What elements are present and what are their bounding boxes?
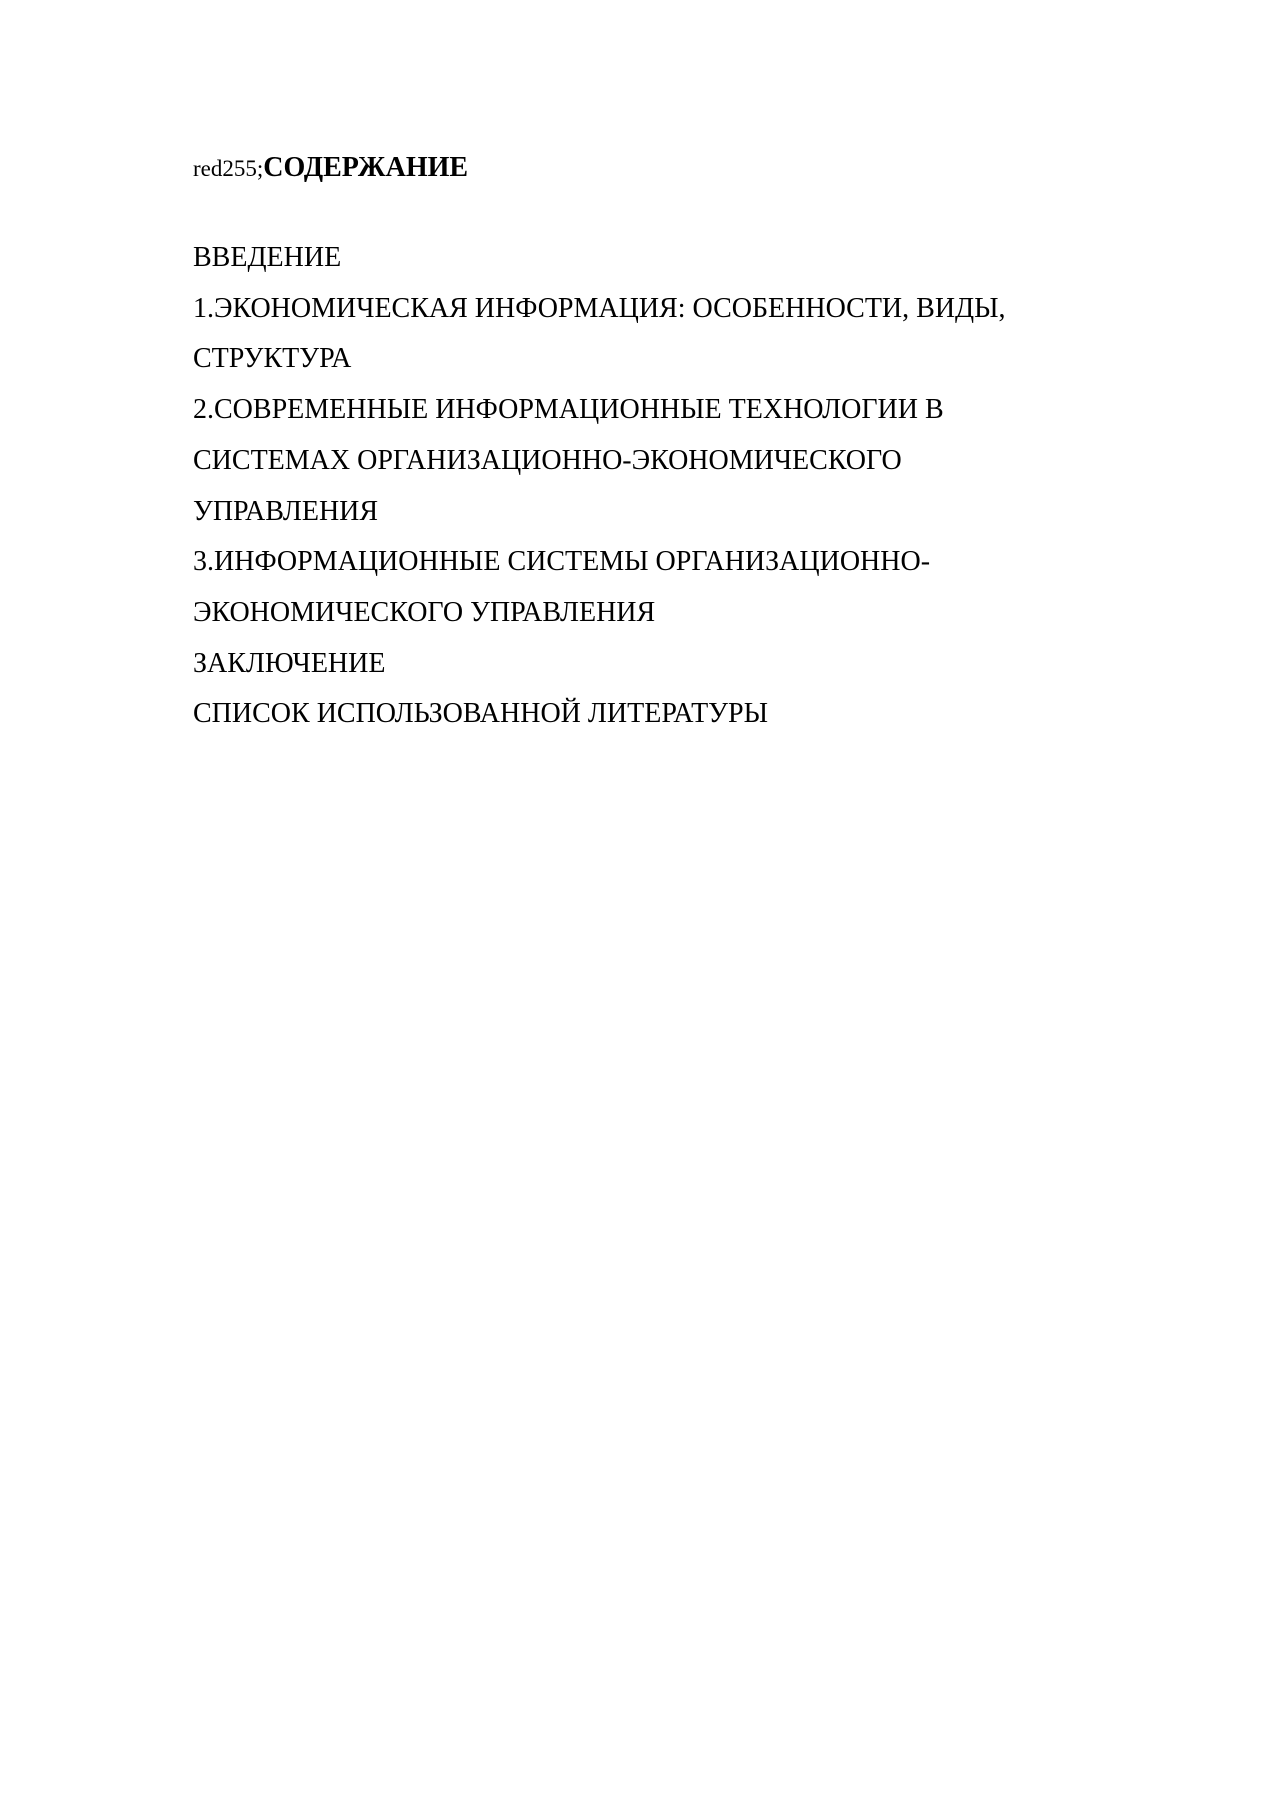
heading-line — [193, 152, 468, 184]
toc-item-conclusion: ЗАКЛЮЧЕНИЕ — [193, 647, 386, 679]
toc-item-chapter-3: 3.ИНФОРМАЦИОННЫЕ СИСТЕМЫ ОРГАНИЗАЦИОННО-ЭКОНОМИЧЕСКОГО УПРАВЛЕНИЯ — [193, 546, 931, 628]
toc-item-chapter-2: 2.СОВРЕМЕННЫЕ ИНФОРМАЦИОННЫЕ ТЕХНОЛОГИИ В СИСТЕМАХ ОРГАНИЗАЦИОННО-ЭКОНОМИЧЕСКОГО УПРАВЛЕНИЯ — [193, 394, 944, 527]
page-title: СОДЕРЖАНИЕ — [263, 152, 469, 183]
toc-item-chapter-1: 1.ЭКОНОМИЧЕСКАЯ ИНФОРМАЦИЯ: ОСОБЕННОСТИ, ВИДЫ, СТРУКТУРА — [193, 292, 1006, 375]
heading-prefix: red255; — [193, 156, 264, 181]
toc-item-introduction: ВВЕДЕНИЕ — [193, 242, 342, 273]
toc-item-references: СПИСОК ИСПОЛЬЗОВАННОЙ ЛИТЕРАТУРЫ — [193, 698, 768, 730]
table-of-contents — [193, 233, 1093, 740]
